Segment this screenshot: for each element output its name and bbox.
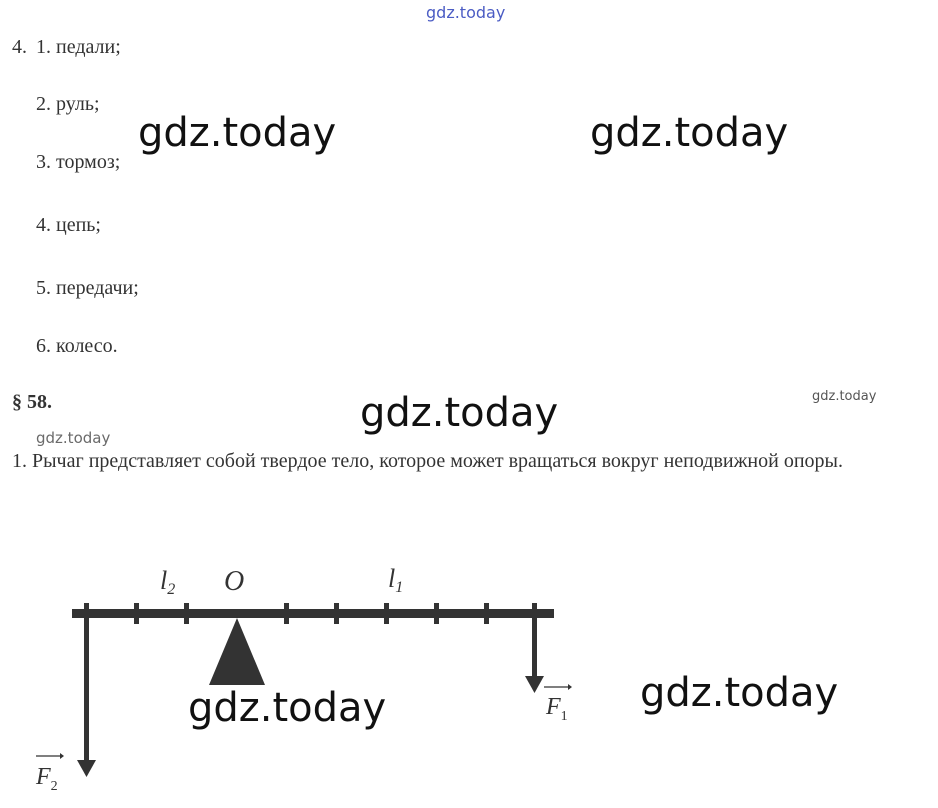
watermark: gdz.today: [188, 685, 387, 731]
list-item: 2. руль;: [36, 93, 100, 115]
definition-paragraph: 1. Рычаг представляет собой твердое тело, которое может вращаться вокруг неподвижной опоры.: [12, 450, 843, 472]
watermark: gdz.today: [36, 429, 111, 447]
label-l1: l1: [388, 564, 404, 596]
fulcrum-triangle: [209, 618, 265, 685]
watermark: gdz.today: [138, 110, 337, 156]
task-number: 4.: [12, 36, 27, 58]
force-f1-shaft: [532, 616, 537, 678]
label-l2: l2: [160, 566, 176, 598]
label-O: O: [224, 566, 245, 597]
list-item: 6. колесо.: [36, 335, 118, 357]
watermark: gdz.today: [360, 390, 559, 436]
label-F1: $F_1$: [546, 694, 568, 724]
force-f2-shaft: [84, 616, 89, 762]
label-F2: $F_2$: [36, 764, 58, 794]
list-item: 1. педали;: [36, 36, 121, 58]
watermark-top: gdz.today: [426, 3, 506, 22]
list-item: 5. передачи;: [36, 277, 139, 299]
list-item: 4. цепь;: [36, 214, 101, 236]
lever-beam: [72, 609, 554, 618]
section-heading: § 58.: [12, 391, 52, 413]
force-f2-arrowhead: [77, 760, 96, 777]
force-f1-arrowhead: [525, 676, 544, 693]
watermark: gdz.today: [590, 110, 789, 156]
watermark: gdz.today: [812, 389, 877, 404]
list-item: 3. тормоз;: [36, 151, 121, 173]
watermark: gdz.today: [640, 670, 839, 716]
